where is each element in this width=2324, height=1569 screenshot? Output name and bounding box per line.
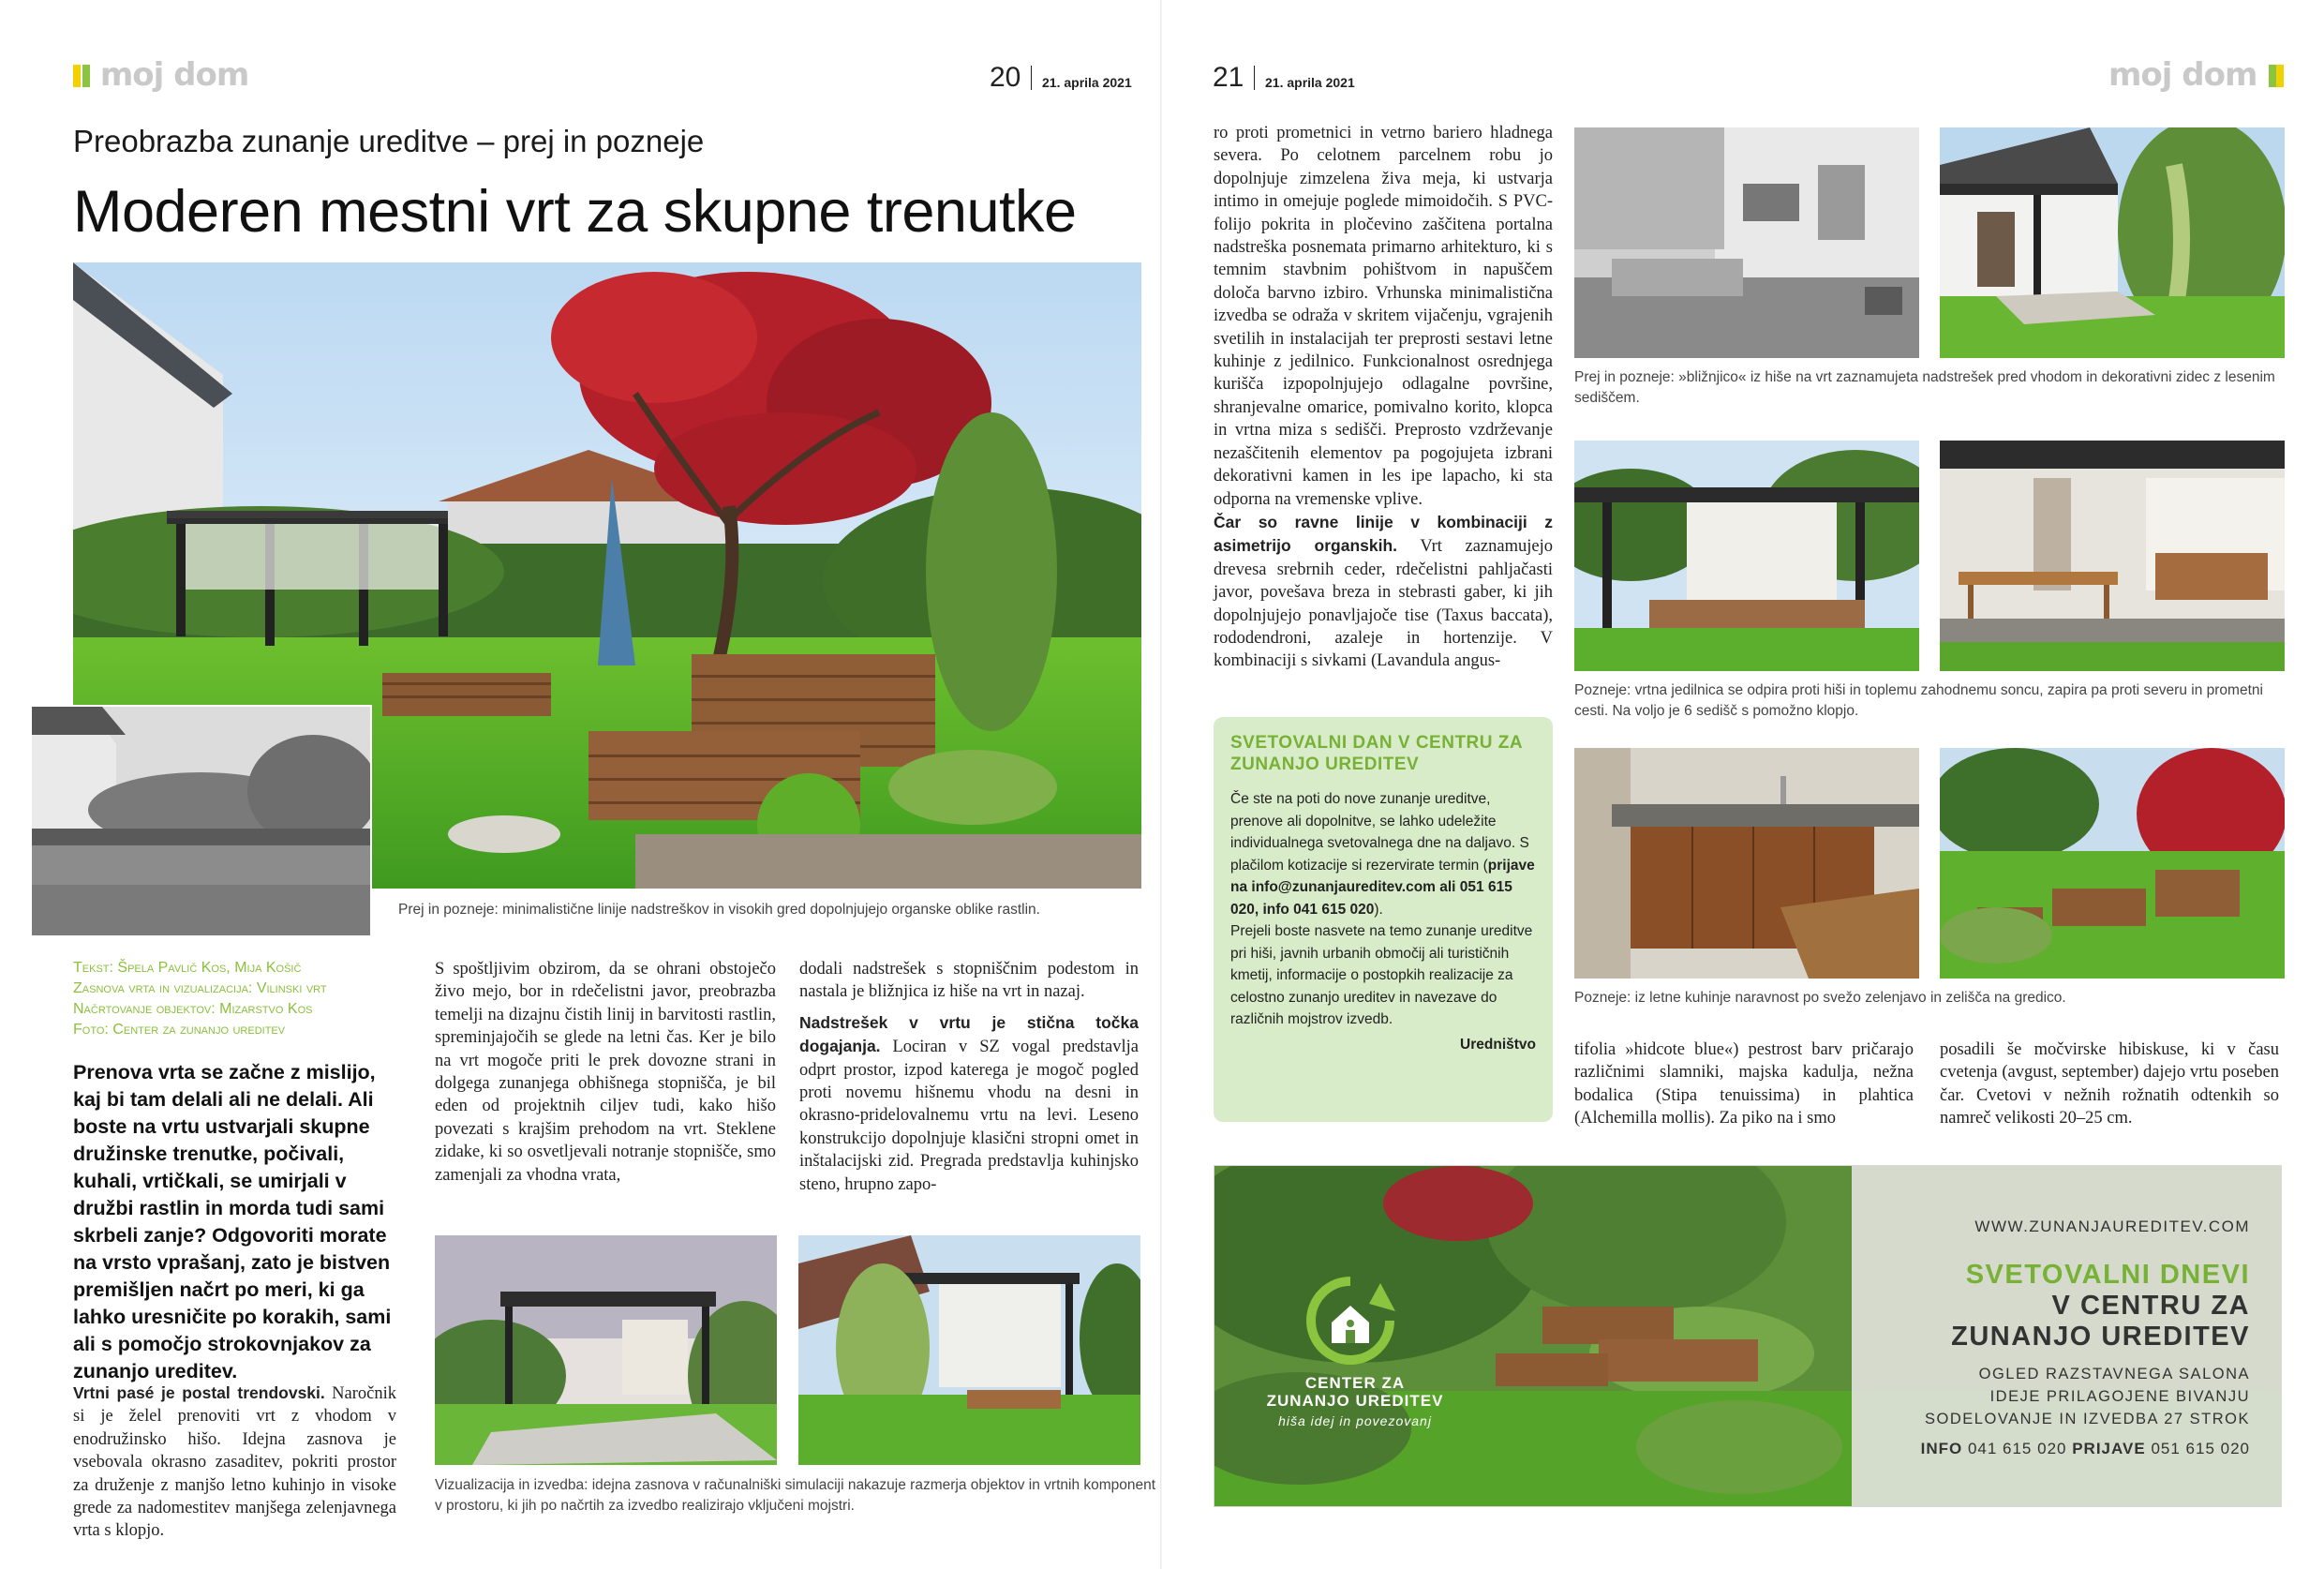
ad-url[interactable]: WWW.ZUNANJAUREDITEV.COM <box>1974 1218 2250 1235</box>
section-name: moj dom <box>99 56 249 94</box>
logo-line-1: CENTER ZA <box>1304 1374 1406 1392</box>
consultation-box <box>1214 717 1553 1122</box>
ad-title-line-2: V CENTRU ZA <box>2051 1291 2250 1321</box>
ad-prijave-phone: 051 615 020 <box>2151 1440 2250 1457</box>
body-text-2: S spoštljivim obzirom, da se ohrani obstoječo živo mejo, bor in rdečelistni javor, preobrazba temelji na dizajnu čistih linij in barvitosti rastlin, spreminjajočih se glede na letni čas. Ker je bilo na vrt mogoče priti le prek dovozne strani in dolgega zunanjega obhišnega stopnišča, je bil eden od projektnih ciljev tudi, kako hišo povezati s krajšim prehodom na vrt. Steklene zidake, ki so osvetljevali notranje stopnišče, smo zamenjali za vhodna vrata, <box>435 960 776 1185</box>
box-signature: Uredništvo <box>1460 1036 1536 1053</box>
logo-green-bar <box>82 65 90 87</box>
ad-title-line-1: SVETOVALNI DNEVI <box>1965 1260 2250 1290</box>
ad-info-phone: 041 615 020 <box>1967 1440 2067 1457</box>
body-text-1b: Vrt zaznamujejo drevesa srebrnih ceder, rdečelistni pahljačasti javor, povešava breza in stebrasti gaber, ki jih dopolnjujejo ponavljajoče tise (Taxus baccata), rododendroni, azaleje in hortenzije. V kombinaciji s sivkami (Lavandula angus- <box>1214 537 1553 671</box>
box-text <box>1230 788 1536 920</box>
ad-features <box>1870 1363 2250 1430</box>
subheading-canopy: Nadstrešek v vrtu je stična točka dogajanja. <box>799 1012 1139 1056</box>
center-logo-icon <box>1304 1274 1397 1367</box>
article-credits <box>73 958 410 1040</box>
logo-yellow-bar <box>2276 65 2284 87</box>
kitchen-caption: Pozneje: iz letne kuhinje naravnost po svežo zelenjavo in zelišča na gredico. <box>1574 990 2066 1006</box>
realization-illustration <box>798 1235 1140 1465</box>
page-separator <box>1254 66 1255 90</box>
ad-info-label: INFO <box>1920 1440 1963 1457</box>
ad-prijave-label: PRIJAVE <box>2072 1440 2146 1457</box>
advertisement <box>1214 1165 2282 1507</box>
box-text-3: Prejeli boste nasvete na temo zunanje ureditve pri hiši, javnih urbanih območij ali turističnih kmetij, informacije o postopkih realizacije za celostno zunanjo ureditev in navezave do različnih mojstrov izvedb. <box>1230 923 1533 1027</box>
page-date: 21. aprila 2021 <box>1265 75 1355 90</box>
credit-planning: Načrtovanje objektov: Mizarstvo Kos <box>73 1001 313 1017</box>
logo-yellow-bar <box>73 65 81 87</box>
credit-design: Zasnova vrta in vizualizacija: Vilinski vrt <box>73 980 327 996</box>
entrance-caption: Prej in pozneje: »bližnjico« iz hiše na vrt zaznamujeta nadstrešek pred vhodom in dekorativni zidec z lesenim sediščem. <box>1574 369 2275 406</box>
body-text-3b: Lociran v SZ vogal predstavlja odprt prostor, izpod katerega je mogoč pogled proti novemu hišnemu vhodu na desni in okrasno-pridelovalnemu vrtu na levi. Leseno konstrukcijo dopolnjuje klasični stropni omet in inštalacijski zid. Pregrada predstavlja kuhinjsko steno, hrupno zapo- <box>799 1038 1139 1194</box>
logo-line-2: ZUNANJO UREDITEV <box>1266 1392 1444 1410</box>
dining-caption: Pozneje: vrtna jedilnica se odpira proti hiši in toplemu zahodnemu soncu, zapira pa proti severu in prometni cesti. Na voljo je 6 sedišč s pomožno klopjo. <box>1574 682 2263 719</box>
box-title: SVETOVALNI DAN V CENTRU ZA ZUNANJO UREDITEV <box>1230 733 1523 774</box>
after-entrance-illustration <box>1940 127 2285 358</box>
page-date: 21. aprila 2021 <box>1042 75 1132 90</box>
page-number: 20 <box>990 62 1021 93</box>
logo-slogan: hiša idej in povezovanj <box>1278 1413 1432 1428</box>
raised-beds-illustration <box>1940 748 2285 979</box>
credit-photo: Foto: Center za zunanjo ureditev <box>73 1022 286 1038</box>
body-column-1 <box>1214 122 1553 673</box>
body-column-3 <box>799 958 1139 1196</box>
body-text-2: tifolia »hidcote blue«) pestrost barv pričarajo različnimi slamniki, majska kadulja, nežna bodalica (Stipa tenuissima) in plahtica (Alchemilla mollis). Za piko na i smo <box>1574 1040 1914 1128</box>
after-entrance-photo <box>1940 127 2285 358</box>
visualization-caption: Vizualizacija in izvedba: idejna zasnova v računalniški simulaciji nakazuje razmerja objektov in vrtnih komponent v prostoru, ki jih po načrtih za izvedbo realizirajo vključeni mojstri. <box>435 1477 1156 1514</box>
credit-text: Tekst: Špela Pavlič Kos, Mija Košič <box>73 960 302 976</box>
ad-title-line-3: ZUNANJO UREDITEV <box>1951 1322 2250 1352</box>
body-column-1 <box>73 1382 396 1543</box>
dining-table-photo <box>1940 441 2285 671</box>
body-column-2 <box>1574 1039 1914 1130</box>
before-illustration <box>32 707 372 937</box>
main-photo-caption: Prej in pozneje: minimalistične linije nadstreškov in visokih gred dopolnjujejo organske oblike rastlin. <box>398 902 1040 918</box>
ad-feature-1: OGLED RAZSTAVNEGA SALONA <box>1978 1366 2250 1382</box>
dining-table-illustration <box>1940 441 2285 671</box>
article-headline: Moderen mestni vrt za skupne trenutke <box>73 179 1077 245</box>
before-entrance-photo <box>1574 127 1919 358</box>
kitchen-illustration <box>1574 748 1919 979</box>
box-text-1: Če ste na poti do nove zunanje ureditve, prenove ali dopolnitve, se lahko udeležite individualnega svetovalnega dne na daljavo. S plačilom kotizacije si rezervirate termin ( <box>1230 791 1529 874</box>
before-photo <box>30 705 372 937</box>
logo-green-bar <box>2269 65 2276 87</box>
body-column-2 <box>435 958 776 1187</box>
box-text-2: ). <box>1374 901 1383 918</box>
body-text-1a: ro proti prometnici in vetrno bariero hladnega severa. Po celotnem parcelnem robu jo dopolnjuje zimzelena živa meja, ki ustvarja intimo in omejuje poglede mimoidočih. S PVC-folijo pokrita in pločevino zaščitena portalna nadstreška posnemata primarno arhitekturo, ki s temnim stavbnim pohištvom in napuščem določa barvno izbiro. Vrhunska minimalistična izvedba se odraža v skritem vijačenju, vgrajenih svetilih in instalacijah ter preprosti sestavi letne kuhinje z jedilnico. Funkcionalnost osrednjega kurišča izpopolnjujejo odlagalne površine, shranjevalne omarice, pomivalno korito, klopca in vrtna miza s sedišči. Preprosto vzdrževanje nezaščitenih elementov pa pogojujeta izbrani dekorativni kamen in les ipe lapacho, ki sta odporna na vremenske vplive. <box>1214 124 1553 509</box>
ad-title <box>1870 1260 2250 1352</box>
section-logo <box>2108 56 2284 94</box>
ad-feature-2: IDEJE PRILAGOJENE BIVANJU <box>1989 1388 2250 1405</box>
section-logo <box>73 56 248 94</box>
body-text-3a: dodali nadstrešek s stopniščnim podestom in nastala je bližnjica iz hiše na vrt in nazaj. <box>799 960 1139 1002</box>
body-text-3: posadili še močvirske hibiskuse, ki v času cvetenja (avgust, september) dajejo vrtu poseben čar. Cvetovi v nežnih rožnatih odtenkih so namreč velikosti 20–25 cm. <box>1940 1040 2279 1128</box>
body-column-3 <box>1940 1039 2279 1130</box>
visualization-illustration <box>435 1235 777 1465</box>
subheading-lines: Čar so ravne linije v kombinaciji z asimetrijo organskih. <box>1214 512 1553 556</box>
body-text-1: Naročnik si je želel prenoviti vrt z vhodom v enodružinsko hišo. Idejna zasnova je vsebovala okrasno zasaditev, pokriti prostor za druženje z manjšo letno kuhinjo in visoke grede za nadomestitev manjšega zelenjavnega vrta s klopjo. <box>73 1384 396 1541</box>
before-entrance-illustration <box>1574 127 1919 358</box>
article-lead: Prenova vrta se začne z mislijo, kaj bi tam delali ali ne delali. Ali boste na vrtu ustvarjali skupne družinske trenutke, počivali, kuhali, vrtičkali, se umirjali v družbi rastlin in morda tudi sami skrbeli zanje? Odgovoriti morate na vrsto vprašanj, zato je bistven premišljen načrt po meri, ki ga lahko uresničite po korakih, sami ali s pomočjo strokovnjakov za zunanjo ureditev. <box>73 1061 392 1382</box>
logo-text <box>1243 1374 1467 1410</box>
ad-feature-3: SODELOVANJE IN IZVEDBA 27 STROK <box>1925 1411 2250 1427</box>
dining-canopy-photo <box>1574 441 1919 671</box>
page-separator <box>1031 66 1032 90</box>
article-kicker: Preobrazba zunanje ureditve – prej in pozneje <box>73 124 705 158</box>
subheading-trend: Vrtni pasé je postal trendovski. <box>73 1383 325 1402</box>
dining-canopy-illustration <box>1574 441 1919 671</box>
section-name: moj dom <box>2108 56 2257 94</box>
kitchen-photo <box>1574 748 1919 979</box>
box-contact: prijave na info@zunanjaureditev.com ali 051 615 020, info 041 615 020 <box>1230 857 1535 918</box>
ad-contact <box>1814 1440 2250 1458</box>
page-number: 21 <box>1213 62 1244 93</box>
visualization-photo <box>435 1235 777 1465</box>
raised-beds-photo <box>1940 748 2285 979</box>
realization-photo <box>798 1235 1140 1465</box>
